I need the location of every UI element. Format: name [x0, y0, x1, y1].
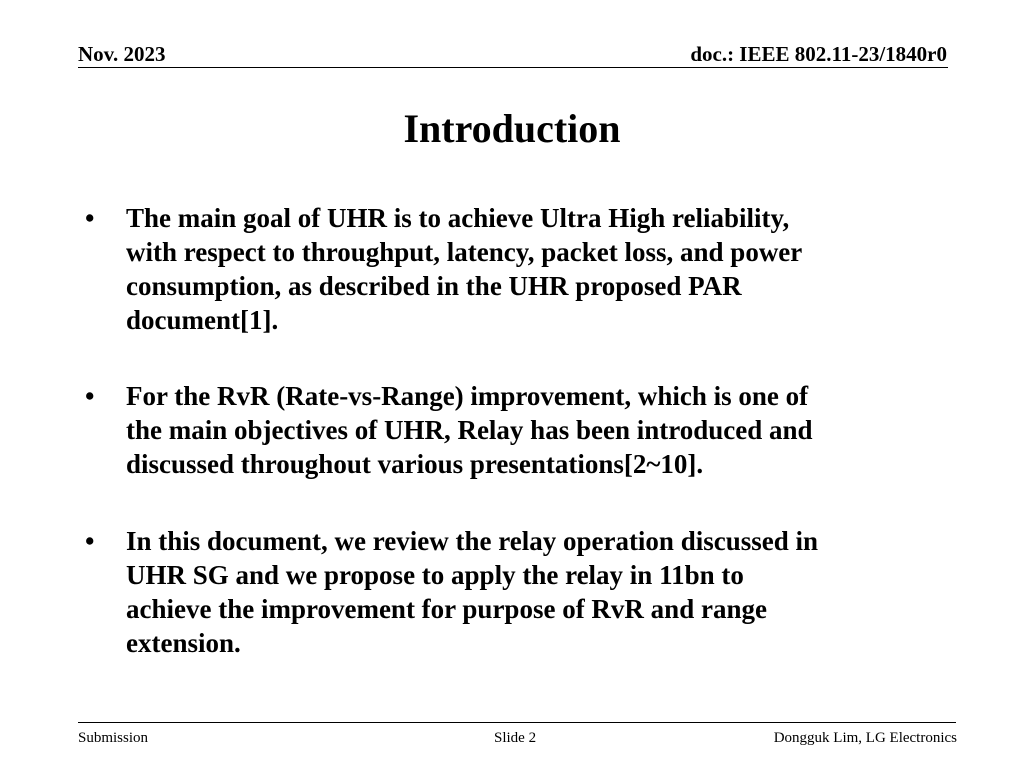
header-divider — [78, 67, 948, 68]
bullet-marker: • — [85, 203, 95, 233]
bullet-text: In this document, we review the relay operation discussed in UHR SG and we propose to apply the relay in 11bn to achieve the improvement for purpose of RvR and range extension. — [126, 526, 819, 658]
footer-submission: Submission — [78, 730, 149, 746]
bullet-marker: • — [85, 526, 95, 556]
footer-slide-number: Slide 2 — [494, 730, 537, 746]
bullet-text: The main goal of UHR is to achieve Ultra High reliability, with respect to throughput, latency, packet loss, and power consumption, as described in the UHR proposed PAR document[1]. — [126, 203, 803, 335]
footer-author: Dongguk Lim, LG Electronics — [773, 730, 957, 746]
bullet-marker: • — [85, 381, 95, 411]
bullet-item — [85, 201, 945, 337]
bullet-item — [85, 379, 945, 481]
bullet-text: For the RvR (Rate-vs-Range) improvement, which is one of the main objectives of UHR, Relay has been introduced and discussed throughout various presentations[2~10]. — [126, 381, 813, 479]
slide-title: Introduction — [403, 106, 621, 151]
header-date: Nov. 2023 — [78, 42, 166, 66]
bullet-item — [85, 524, 945, 660]
footer-divider — [78, 722, 956, 723]
header-document-id: doc.: IEEE 802.11-23/1840r0 — [690, 42, 947, 66]
